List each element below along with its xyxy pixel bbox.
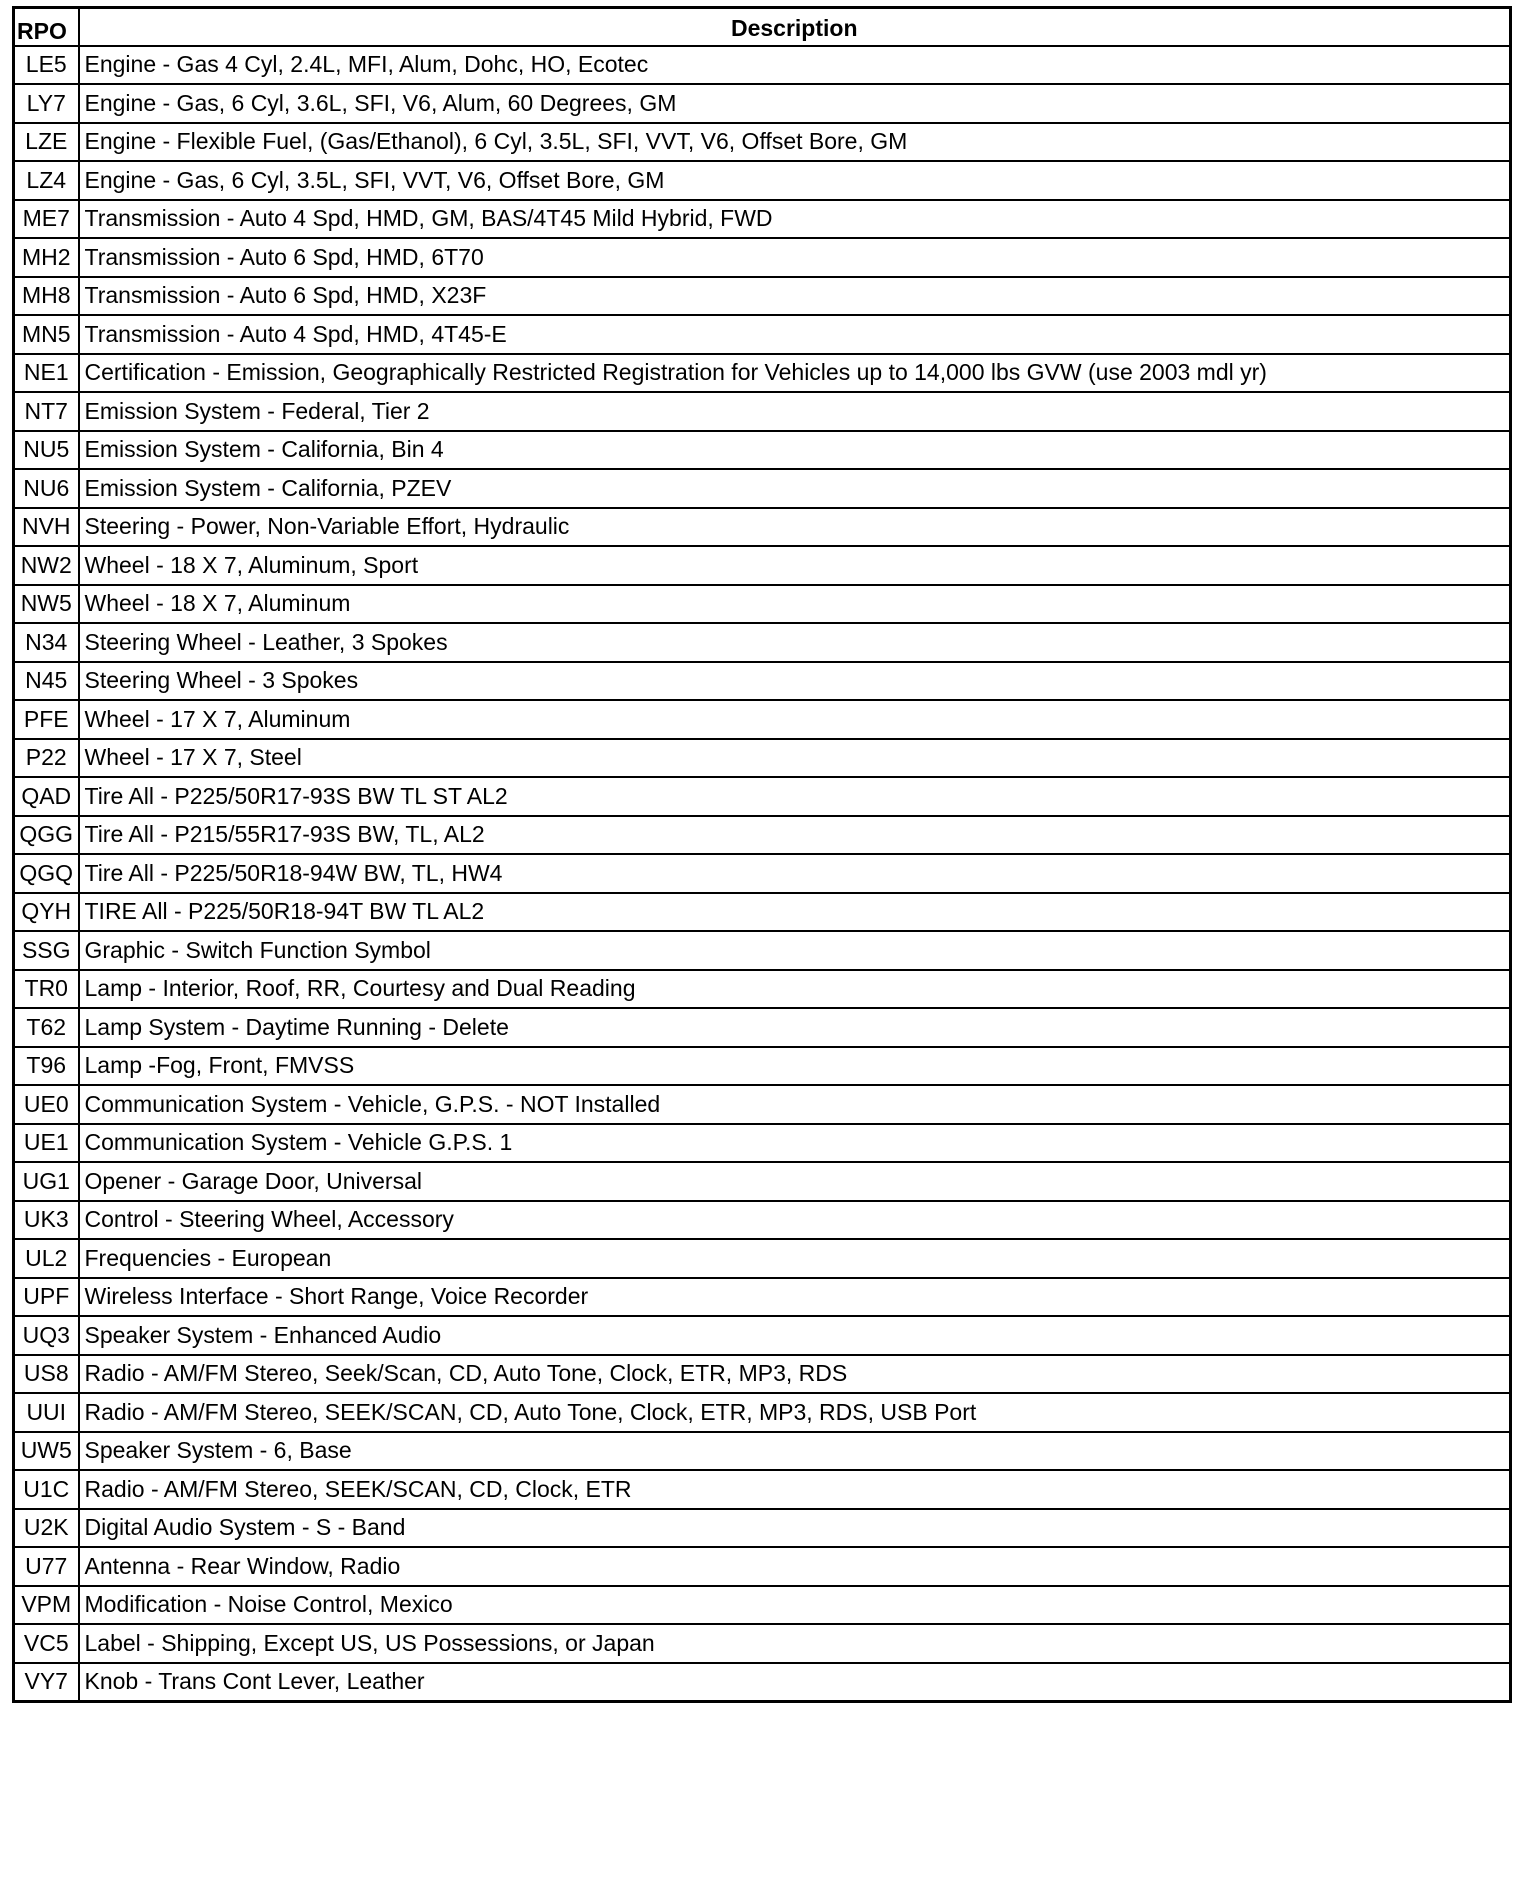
- table-row: [14, 1239, 1511, 1278]
- description-cell: Emission System - California, PZEV: [79, 469, 1511, 508]
- rpo-code-cell: NE1: [14, 354, 79, 393]
- rpo-code-cell: US8: [14, 1355, 79, 1394]
- description-cell: Communication System - Vehicle G.P.S. 1: [79, 1124, 1511, 1163]
- table-row: [14, 392, 1511, 431]
- table-row: [14, 508, 1511, 547]
- rpo-code-cell: QAD: [14, 777, 79, 816]
- rpo-code-cell: UW5: [14, 1432, 79, 1471]
- description-cell: Steering Wheel - 3 Spokes: [79, 662, 1511, 701]
- description-cell: Transmission - Auto 4 Spd, HMD, 4T45-E: [79, 315, 1511, 354]
- table-row: [14, 1663, 1511, 1702]
- rpo-code-cell: TR0: [14, 970, 79, 1009]
- rpo-code-cell: MN5: [14, 315, 79, 354]
- rpo-code-cell: ME7: [14, 200, 79, 239]
- description-cell: Engine - Flexible Fuel, (Gas/Ethanol), 6 Cyl, 3.5L, SFI, VVT, V6, Offset Bore, GM: [79, 123, 1511, 162]
- description-cell: Engine - Gas, 6 Cyl, 3.6L, SFI, V6, Alum, 60 Degrees, GM: [79, 84, 1511, 123]
- table-row: [14, 585, 1511, 624]
- rpo-code-cell: UE0: [14, 1085, 79, 1124]
- rpo-code-cell: LE5: [14, 46, 79, 85]
- description-cell: Speaker System - 6, Base: [79, 1432, 1511, 1471]
- rpo-code-cell: VY7: [14, 1663, 79, 1702]
- description-cell: Frequencies - European: [79, 1239, 1511, 1278]
- description-cell: Steering - Power, Non-Variable Effort, Hydraulic: [79, 508, 1511, 547]
- table-row: [14, 1124, 1511, 1163]
- description-cell: Control - Steering Wheel, Accessory: [79, 1201, 1511, 1240]
- table-row: [14, 1085, 1511, 1124]
- table-row: [14, 1047, 1511, 1086]
- description-cell: Lamp -Fog, Front, FMVSS: [79, 1047, 1511, 1086]
- table-row: [14, 1509, 1511, 1548]
- description-cell: TIRE All - P225/50R18-94T BW TL AL2: [79, 893, 1511, 932]
- description-cell: Radio - AM/FM Stereo, SEEK/SCAN, CD, Auto Tone, Clock, ETR, MP3, RDS, USB Port: [79, 1393, 1511, 1432]
- rpo-code-cell: VPM: [14, 1586, 79, 1625]
- description-cell: Steering Wheel - Leather, 3 Spokes: [79, 623, 1511, 662]
- rpo-code-cell: QGQ: [14, 854, 79, 893]
- description-cell: Wheel - 17 X 7, Steel: [79, 739, 1511, 778]
- rpo-code-cell: NW2: [14, 546, 79, 585]
- description-cell: Radio - AM/FM Stereo, SEEK/SCAN, CD, Clock, ETR: [79, 1470, 1511, 1509]
- description-cell: Tire All - P225/50R17-93S BW TL ST AL2: [79, 777, 1511, 816]
- description-cell: Lamp - Interior, Roof, RR, Courtesy and Dual Reading: [79, 970, 1511, 1009]
- description-cell: Modification - Noise Control, Mexico: [79, 1586, 1511, 1625]
- rpo-code-cell: T96: [14, 1047, 79, 1086]
- table-row: [14, 893, 1511, 932]
- description-cell: Engine - Gas 4 Cyl, 2.4L, MFI, Alum, Dohc, HO, Ecotec: [79, 46, 1511, 85]
- table-row: [14, 161, 1511, 200]
- description-cell: Transmission - Auto 6 Spd, HMD, 6T70: [79, 238, 1511, 277]
- rpo-code-cell: UQ3: [14, 1316, 79, 1355]
- description-cell: Radio - AM/FM Stereo, Seek/Scan, CD, Auto Tone, Clock, ETR, MP3, RDS: [79, 1355, 1511, 1394]
- description-column-header: Description: [79, 8, 1511, 46]
- description-cell: Lamp System - Daytime Running - Delete: [79, 1008, 1511, 1047]
- description-cell: Knob - Trans Cont Lever, Leather: [79, 1663, 1511, 1702]
- table-row: [14, 816, 1511, 855]
- table-row: [14, 970, 1511, 1009]
- rpo-code-cell: MH8: [14, 277, 79, 316]
- table-row: [14, 1432, 1511, 1471]
- description-cell: Wheel - 18 X 7, Aluminum, Sport: [79, 546, 1511, 585]
- rpo-code-cell: LY7: [14, 84, 79, 123]
- description-cell: Antenna - Rear Window, Radio: [79, 1547, 1511, 1586]
- rpo-code-cell: QYH: [14, 893, 79, 932]
- description-cell: Speaker System - Enhanced Audio: [79, 1316, 1511, 1355]
- rpo-code-cell: LZE: [14, 123, 79, 162]
- description-cell: Tire All - P225/50R18-94W BW, TL, HW4: [79, 854, 1511, 893]
- rpo-code-cell: QGG: [14, 816, 79, 855]
- table-body: [14, 46, 1511, 1702]
- table-row: [14, 854, 1511, 893]
- rpo-table: [12, 6, 1512, 1703]
- table-row: [14, 277, 1511, 316]
- description-cell: Wheel - 18 X 7, Aluminum: [79, 585, 1511, 624]
- rpo-code-cell: UUI: [14, 1393, 79, 1432]
- table-row: [14, 84, 1511, 123]
- table-row: [14, 1316, 1511, 1355]
- rpo-code-cell: P22: [14, 739, 79, 778]
- table-row: [14, 1547, 1511, 1586]
- rpo-code-cell: NW5: [14, 585, 79, 624]
- rpo-code-cell: SSG: [14, 931, 79, 970]
- rpo-code-cell: UE1: [14, 1124, 79, 1163]
- table-row: [14, 623, 1511, 662]
- table-row: [14, 1355, 1511, 1394]
- table-row: [14, 777, 1511, 816]
- table-row: [14, 1162, 1511, 1201]
- description-cell: Transmission - Auto 4 Spd, HMD, GM, BAS/4T45 Mild Hybrid, FWD: [79, 200, 1511, 239]
- rpo-code-cell: PFE: [14, 700, 79, 739]
- rpo-column-header: RPO: [14, 8, 79, 46]
- rpo-code-cell: T62: [14, 1008, 79, 1047]
- table-row: [14, 1586, 1511, 1625]
- description-cell: Engine - Gas, 6 Cyl, 3.5L, SFI, VVT, V6, Offset Bore, GM: [79, 161, 1511, 200]
- description-cell: Certification - Emission, Geographically Restricted Registration for Vehicles up to 14,000 lbs GVW (use 2003 mdl yr): [79, 354, 1511, 393]
- rpo-code-cell: NU6: [14, 469, 79, 508]
- rpo-code-cell: N34: [14, 623, 79, 662]
- rpo-code-cell: VC5: [14, 1624, 79, 1663]
- table-row: [14, 1201, 1511, 1240]
- table-row: [14, 46, 1511, 85]
- table-row: [14, 469, 1511, 508]
- description-cell: Opener - Garage Door, Universal: [79, 1162, 1511, 1201]
- table-row: [14, 238, 1511, 277]
- table-row: [14, 354, 1511, 393]
- rpo-code-cell: NT7: [14, 392, 79, 431]
- rpo-code-cell: UG1: [14, 1162, 79, 1201]
- rpo-code-cell: UL2: [14, 1239, 79, 1278]
- table-row: [14, 546, 1511, 585]
- rpo-code-cell: LZ4: [14, 161, 79, 200]
- description-cell: Digital Audio System - S - Band: [79, 1509, 1511, 1548]
- table-row: [14, 739, 1511, 778]
- table-row: [14, 1008, 1511, 1047]
- rpo-code-cell: UK3: [14, 1201, 79, 1240]
- rpo-code-cell: NVH: [14, 508, 79, 547]
- rpo-code-cell: U77: [14, 1547, 79, 1586]
- table-header: [14, 8, 1511, 46]
- table-row: [14, 431, 1511, 470]
- table-row: [14, 315, 1511, 354]
- table-row: [14, 931, 1511, 970]
- header-row: [14, 8, 1511, 46]
- description-cell: Emission System - California, Bin 4: [79, 431, 1511, 470]
- description-cell: Label - Shipping, Except US, US Possessions, or Japan: [79, 1624, 1511, 1663]
- rpo-code-cell: U1C: [14, 1470, 79, 1509]
- rpo-code-cell: NU5: [14, 431, 79, 470]
- description-cell: Wireless Interface - Short Range, Voice Recorder: [79, 1278, 1511, 1317]
- rpo-code-cell: MH2: [14, 238, 79, 277]
- rpo-code-cell: UPF: [14, 1278, 79, 1317]
- rpo-code-cell: U2K: [14, 1509, 79, 1548]
- table-row: [14, 662, 1511, 701]
- table-row: [14, 700, 1511, 739]
- description-cell: Transmission - Auto 6 Spd, HMD, X23F: [79, 277, 1511, 316]
- table-row: [14, 1470, 1511, 1509]
- table-row: [14, 200, 1511, 239]
- description-cell: Wheel - 17 X 7, Aluminum: [79, 700, 1511, 739]
- table-row: [14, 1278, 1511, 1317]
- table-row: [14, 1624, 1511, 1663]
- description-cell: Emission System - Federal, Tier 2: [79, 392, 1511, 431]
- rpo-code-cell: N45: [14, 662, 79, 701]
- description-cell: Communication System - Vehicle, G.P.S. - NOT Installed: [79, 1085, 1511, 1124]
- description-cell: Tire All - P215/55R17-93S BW, TL, AL2: [79, 816, 1511, 855]
- table-row: [14, 123, 1511, 162]
- description-cell: Graphic - Switch Function Symbol: [79, 931, 1511, 970]
- table-row: [14, 1393, 1511, 1432]
